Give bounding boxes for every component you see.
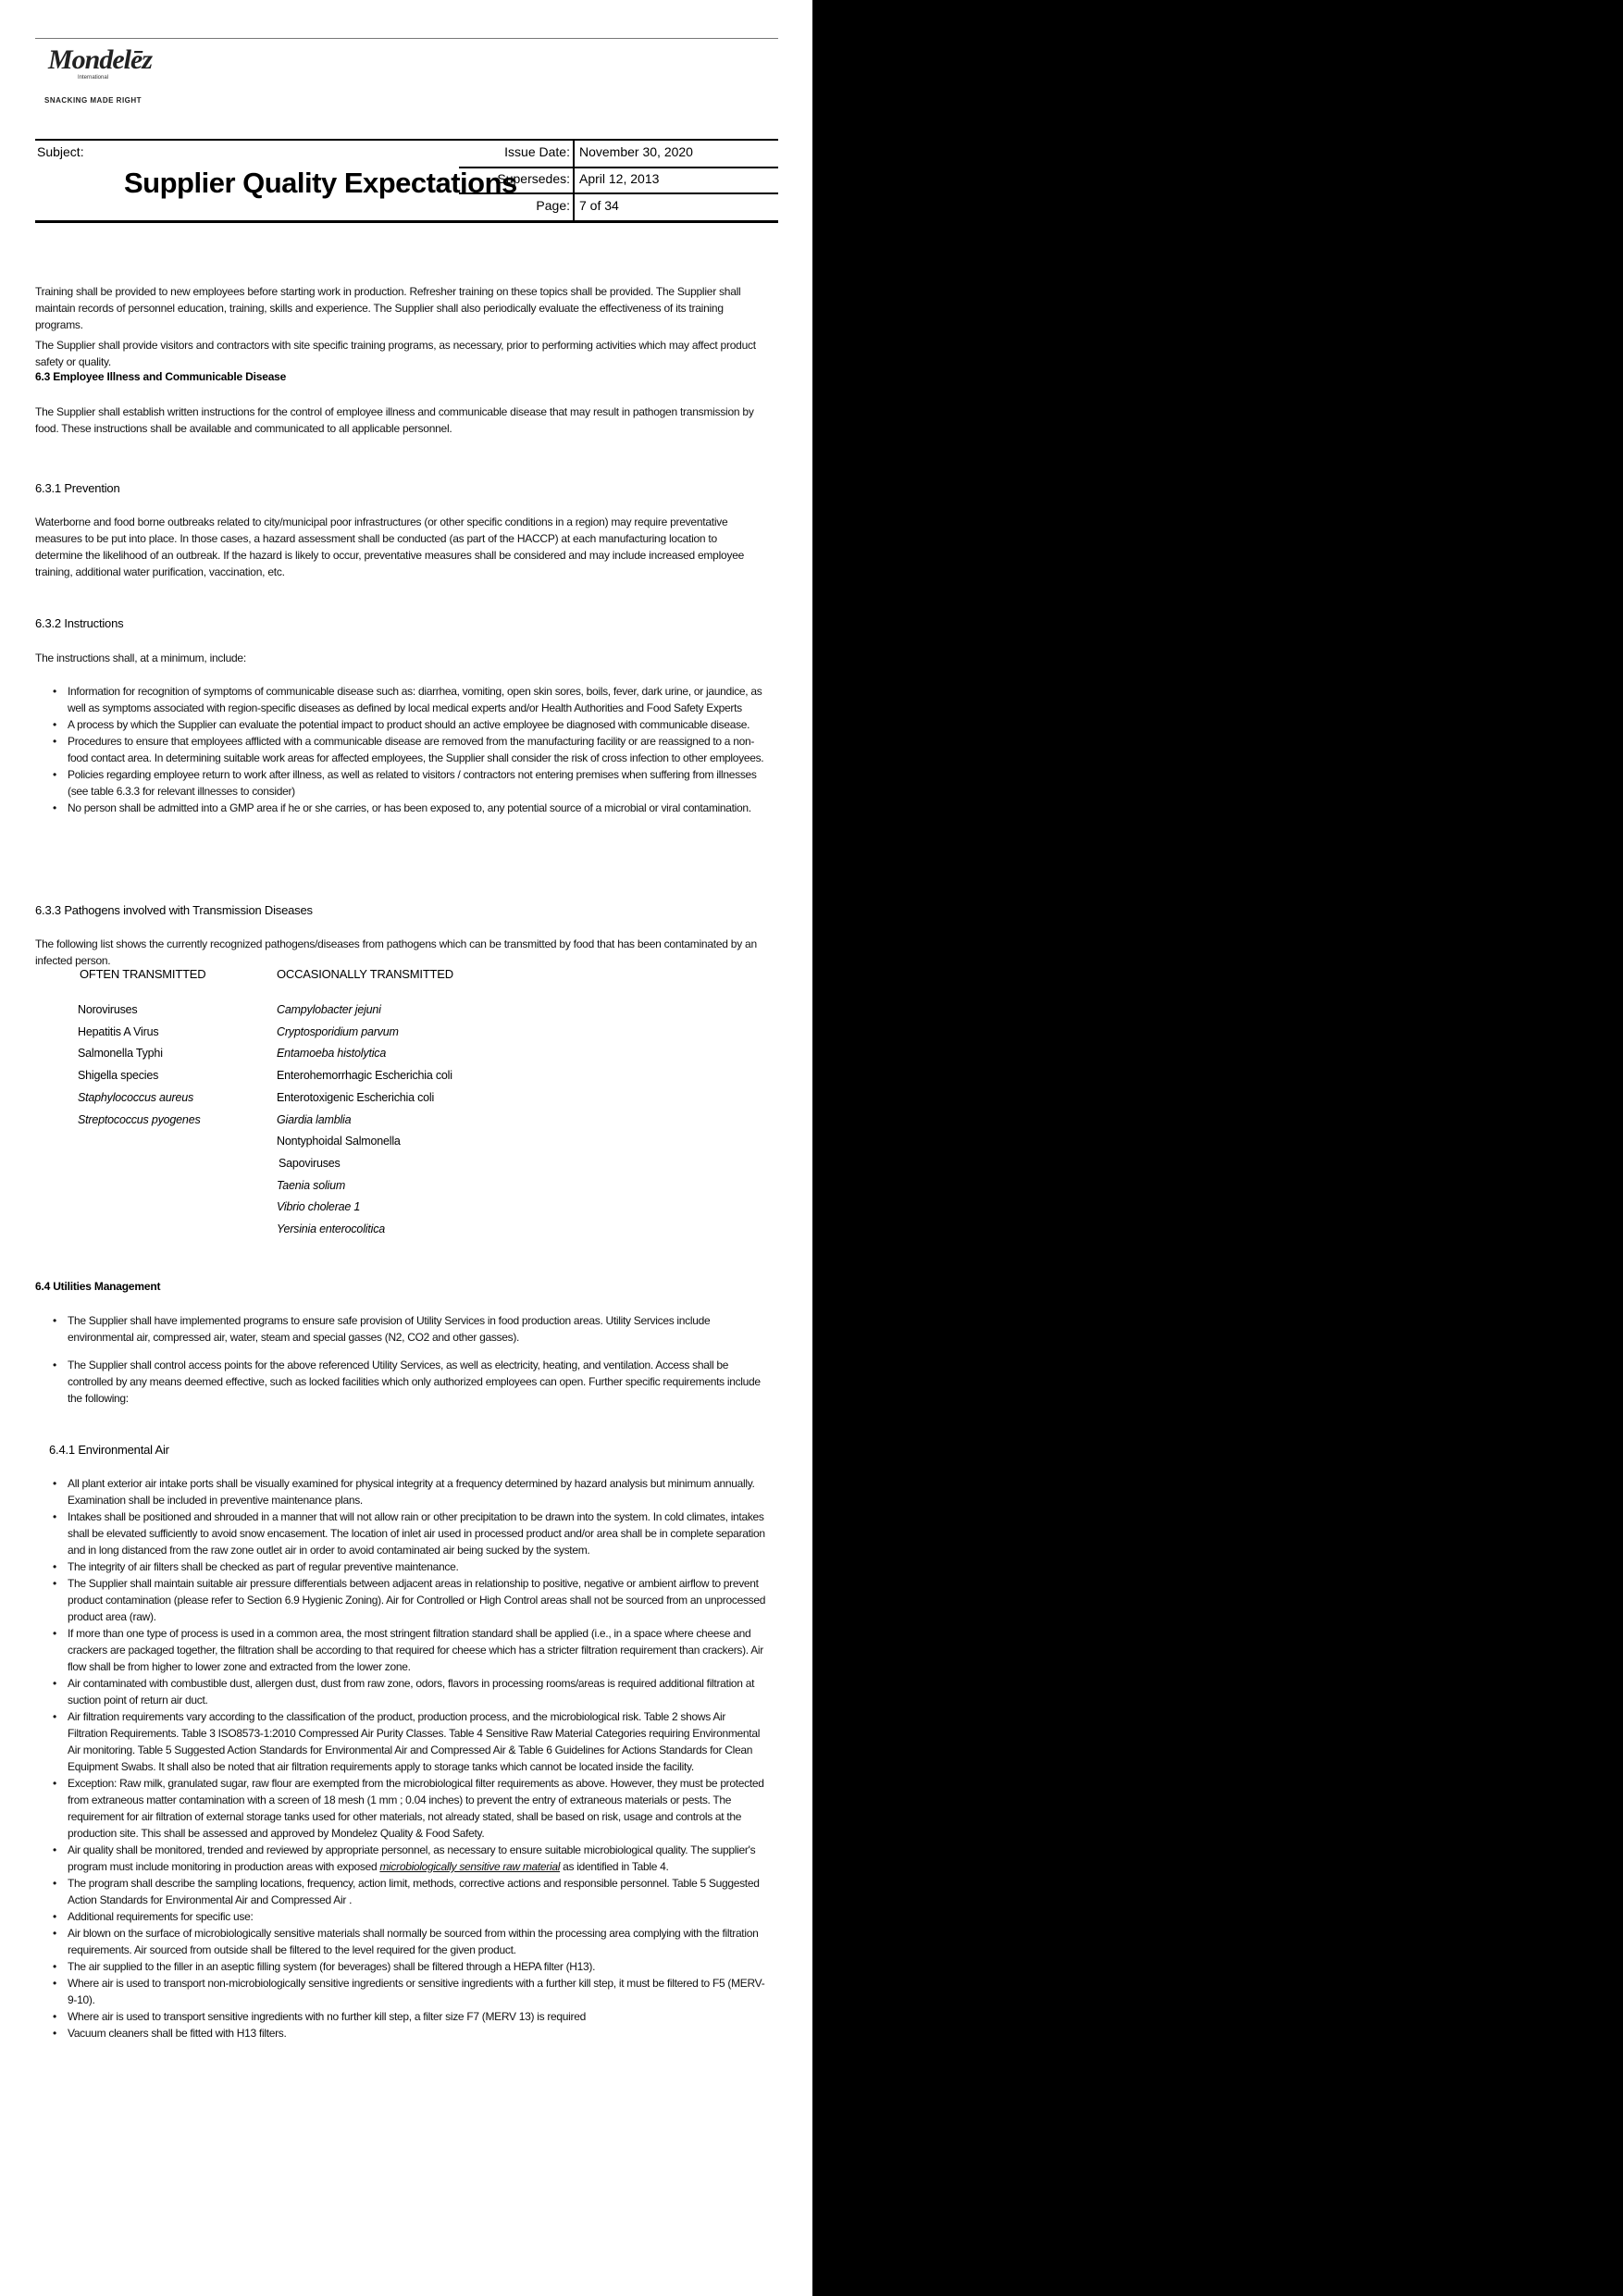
header-bottom-rule <box>35 220 778 223</box>
pathogen-item: Streptococcus pyogenes <box>78 1112 201 1126</box>
pathogen-item: Enterohemorrhagic Escherichia coli <box>277 1069 452 1083</box>
list-item: • Vacuum cleaners shall be fitted with H13 filters. <box>35 2025 766 2042</box>
page-number: 7 of 34 <box>579 198 619 213</box>
air-quality-text: Air quality shall be monitored, trended and reviewed by appropriate personnel, as necessary to ensure suitable microbiological quality. The supplier's program must include monitoring in production areas with exposed <box>68 1843 756 1873</box>
training-paragraph: Training shall be provided to new employees before starting work in production. Refresher training on these topics shall be provided. The Supplier shall maintain records of personnel education, training, skills and experience. The Supplier shall also periodically evaluate the effectiveness of its training programs. <box>35 285 741 331</box>
list-item: • Additional requirements for specific use: <box>35 1908 766 1925</box>
subsection-heading-6-3-1: 6.3.1 Prevention <box>35 481 120 495</box>
environmental-air-list <box>35 1475 766 2042</box>
pathogen-item: Taenia solium <box>277 1178 346 1192</box>
list-item: • The Supplier shall have implemented programs to ensure safe provision of Utility Services in food production areas. Utility Services include environmental air, compressed air, water, steam and special gasses (N2, CO2 and other gasses). <box>35 1312 766 1346</box>
top-rule <box>35 38 778 39</box>
pathogen-item: Campylobacter jejuni <box>277 1003 381 1016</box>
logo-subline: International <box>78 75 109 81</box>
often-transmitted-heading: OFTEN TRANSMITTED <box>80 967 206 981</box>
instructions-intro: The instructions shall, at a minimum, include: <box>35 652 246 664</box>
pathogen-item: Enterotoxigenic Escherichia coli <box>277 1090 435 1104</box>
pathogen-item: Entamoeba histolytica <box>277 1047 387 1061</box>
header-top-rule <box>35 139 778 141</box>
list-item: • Where air is used to transport non-microbiologically sensitive ingredients or sensitive ingredients with a further kill step, it must be filtered to F5 (MERV-9-10). <box>35 1975 766 2008</box>
prevention-paragraph: Waterborne and food borne outbreaks related to city/municipal poor infrastructures (or other specific conditions in a region) may require preventative measures to be put into place. In those cases, a hazard assessment shall be conducted (as part of the HACCP) at each manufacturing location to determine the likelihood of an outbreak. If the hazard is likely to occur, preventative measures shall be considered and may include increased employee training, additional water purification, vaccination, etc. <box>35 515 745 578</box>
subsection-heading-6-3-3: 6.3.3 Pathogens involved with Transmission Diseases <box>35 903 313 917</box>
list-item: • Policies regarding employee return to work after illness, as well as related to visitors / contractors not entering premises when suffering from illnesses (see table 6.3.3 for relevant illnesses to consider) <box>35 766 766 800</box>
list-item: • Intakes shall be positioned and shrouded in a manner that will not allow rain or other precipitation to be drawn into the system. In cold climates, intakes shall be elevated sufficiently to avoid snow encasement. The location of inlet air used in processed product and/or area shall be in complete separation and in long distanced from the raw zone outlet air in order to avoid contaminated air being sucked by the system. <box>35 1508 766 1558</box>
pathogen-item: Vibrio cholerae 1 <box>277 1200 361 1214</box>
list-item: • Air filtration requirements vary according to the classification of the product, production process, and the microbiological risk. Table 2 shows Air Filtration Requirements. Table 3 ISO8573-1:2010 Compressed Air Purity Classes. Table 4 Sensitive Raw Material Categories requiring Environmental Air monitoring. Table 5 Suggested Action Standards for Environmental Air and Compressed Air & Table 6 Guidelines for Actions Standards for Clean Equipment Swabs. It shall also be noted that air filtration requirements apply to storage tanks which cannot be located inside the facility. <box>35 1708 766 1775</box>
section-heading-6-4: 6.4 Utilities Management <box>35 1280 161 1293</box>
list-item: • Air contaminated with combustible dust, allergen dust, dust from raw zone, odors, flavors in processing rooms/areas is required additional filtration at suction point of return air duct. <box>35 1675 766 1708</box>
pathogen-item: Cryptosporidium parvum <box>277 1024 399 1038</box>
pathogen-item: Staphylococcus aureus <box>78 1090 194 1104</box>
logo-tagline: SNACKING MADE RIGHT <box>44 96 142 105</box>
issue-date-label: Issue Date: <box>504 144 570 159</box>
page-label: Page: <box>536 198 570 213</box>
pathogen-item: Giardia lamblia <box>277 1112 352 1126</box>
document-title: Supplier Quality Expectations <box>124 167 517 199</box>
pathogen-item: Noroviruses <box>78 1003 138 1016</box>
pathogens-intro: The following list shows the currently recognized pathogens/diseases from pathogens which can be transmitted by food that has been contaminated by an infected person. <box>35 937 757 967</box>
list-item: • If more than one type of process is used in a common area, the most stringent filtration standard shall be applied (i.e., in a space where cheese and crackers are packaged together, the filtration shall be according to that required for cheese which has a stricter filtration requirement than crackers). Air flow shall be from higher to lower zone and extracted from the lower zone. <box>35 1625 766 1675</box>
air-quality-text: as identified in Table 4. <box>560 1860 669 1873</box>
list-item: • The program shall describe the sampling locations, frequency, action limit, methods, corrective actions and responsible personnel. Table 5 Suggested Action Standards for Environmental Air and Compressed Air . <box>35 1875 766 1908</box>
illness-paragraph: The Supplier shall establish written instructions for the control of employee illness and communicable disease that may result in pathogen transmission by food. These instructions shall be available and communicated to all applicable personnel. <box>35 405 754 435</box>
section-heading-6-3: 6.3 Employee Illness and Communicable Disease <box>35 370 287 383</box>
supersedes-label: Supersedes: <box>497 171 570 186</box>
list-item: • The air supplied to the filler in an aseptic filling system (for beverages) shall be filtered through a HEPA filter (H13). <box>35 1958 766 1975</box>
subject-label: Subject: <box>37 144 84 159</box>
list-item: • Information for recognition of symptoms of communicable disease such as: diarrhea, vomiting, open skin sores, boils, fever, dark urine, or jaundice, as well as symptoms associated with region-specific diseases as defined by local medical experts and/or Health Authorities and Food Safety Experts <box>35 683 766 716</box>
header-column-divider <box>573 141 575 220</box>
sensitive-raw-material-term: microbiologically sensitive raw material <box>379 1860 561 1873</box>
pathogen-item: Sapoviruses <box>279 1156 341 1170</box>
list-item: • The Supplier shall control access points for the above referenced Utility Services, as well as electricity, heating, and ventilation. Access shall be controlled by any means deemed effective, such as locked facilities which only authorized employees can open. Further specific requirements include the following: <box>35 1357 766 1407</box>
pathogen-item: Nontyphoidal Salmonella <box>277 1135 401 1148</box>
issue-date-value: November 30, 2020 <box>579 144 693 159</box>
list-item: • The Supplier shall maintain suitable air pressure differentials between adjacent areas in relationship to positive, negative or ambient airflow to prevent product contamination (please refer to Section 6.9 Hygienic Zoning). Air for Controlled or High Control areas shall not be sourced from an unprocessed product area (raw). <box>35 1575 766 1625</box>
visitors-paragraph: The Supplier shall provide visitors and contractors with site specific training programs, as necessary, prior to performing activities which may affect product safety or quality. <box>35 339 756 368</box>
logo-wordmark: Mondelēz <box>48 44 152 75</box>
list-item: • Procedures to ensure that employees afflicted with a communicable disease are removed from the manufacturing facility or are reassigned to a non-food contact area. In determining suitable work areas for affected employees, the Supplier shall consider the risk of cross infection to other employees. <box>35 733 766 766</box>
instructions-list <box>35 683 766 816</box>
supersedes-value: April 12, 2013 <box>579 171 660 186</box>
list-item: • All plant exterior air intake ports shall be visually examined for physical integrity at a frequency determined by hazard analysis but minimum annually. Examination shall be included in preventive maintenance plans. <box>35 1475 766 1508</box>
company-logo <box>44 44 152 109</box>
pathogen-item: Yersinia enterocolitica <box>277 1222 385 1236</box>
occasionally-transmitted-list <box>277 999 452 1241</box>
list-item: • Exception: Raw milk, granulated sugar, raw flour are exempted from the microbiological filter requirements as above. However, they must be protected from extraneous matter contamination with a screen of 18 mesh (1 mm ; 0.04 inches) to prevent the entry of extraneous materials or pests. The requirement for air filtration of external storage tanks used for other materials, not already stated, shall be based on risk, usage and controls at the production site. This shall be assessed and approved by Mondelez Quality & Food Safety. <box>35 1775 766 1842</box>
utilities-list <box>35 1312 766 1407</box>
list-item: • The integrity of air filters shall be checked as part of regular preventive maintenance. <box>35 1558 766 1575</box>
list-item: • Where air is used to transport sensitive ingredients with no further kill step, a filter size F7 (MERV 13) is required <box>35 2008 766 2025</box>
list-item <box>35 1842 766 1875</box>
often-transmitted-list <box>78 999 201 1131</box>
pathogen-item: Salmonella Typhi <box>78 1047 163 1061</box>
pathogen-item: Hepatitis A Virus <box>78 1024 159 1038</box>
occasionally-transmitted-heading: OCCASIONALLY TRANSMITTED <box>277 967 453 981</box>
subsection-heading-6-4-1: 6.4.1 Environmental Air <box>49 1443 169 1457</box>
subsection-heading-6-3-2: 6.3.2 Instructions <box>35 616 124 630</box>
list-item: • A process by which the Supplier can evaluate the potential impact to product should an active employee be diagnosed with communicable disease. <box>35 716 766 733</box>
list-item: • No person shall be admitted into a GMP area if he or she carries, or has been exposed to, any potential source of a microbial or viral contamination. <box>35 800 766 816</box>
pathogen-item: Shigella species <box>78 1069 159 1083</box>
list-item: • Air blown on the surface of microbiologically sensitive materials shall normally be sourced from within the processing area complying with the filtration requirements. Air sourced from outside shall be filtered to the level required for the given product. <box>35 1925 766 1958</box>
